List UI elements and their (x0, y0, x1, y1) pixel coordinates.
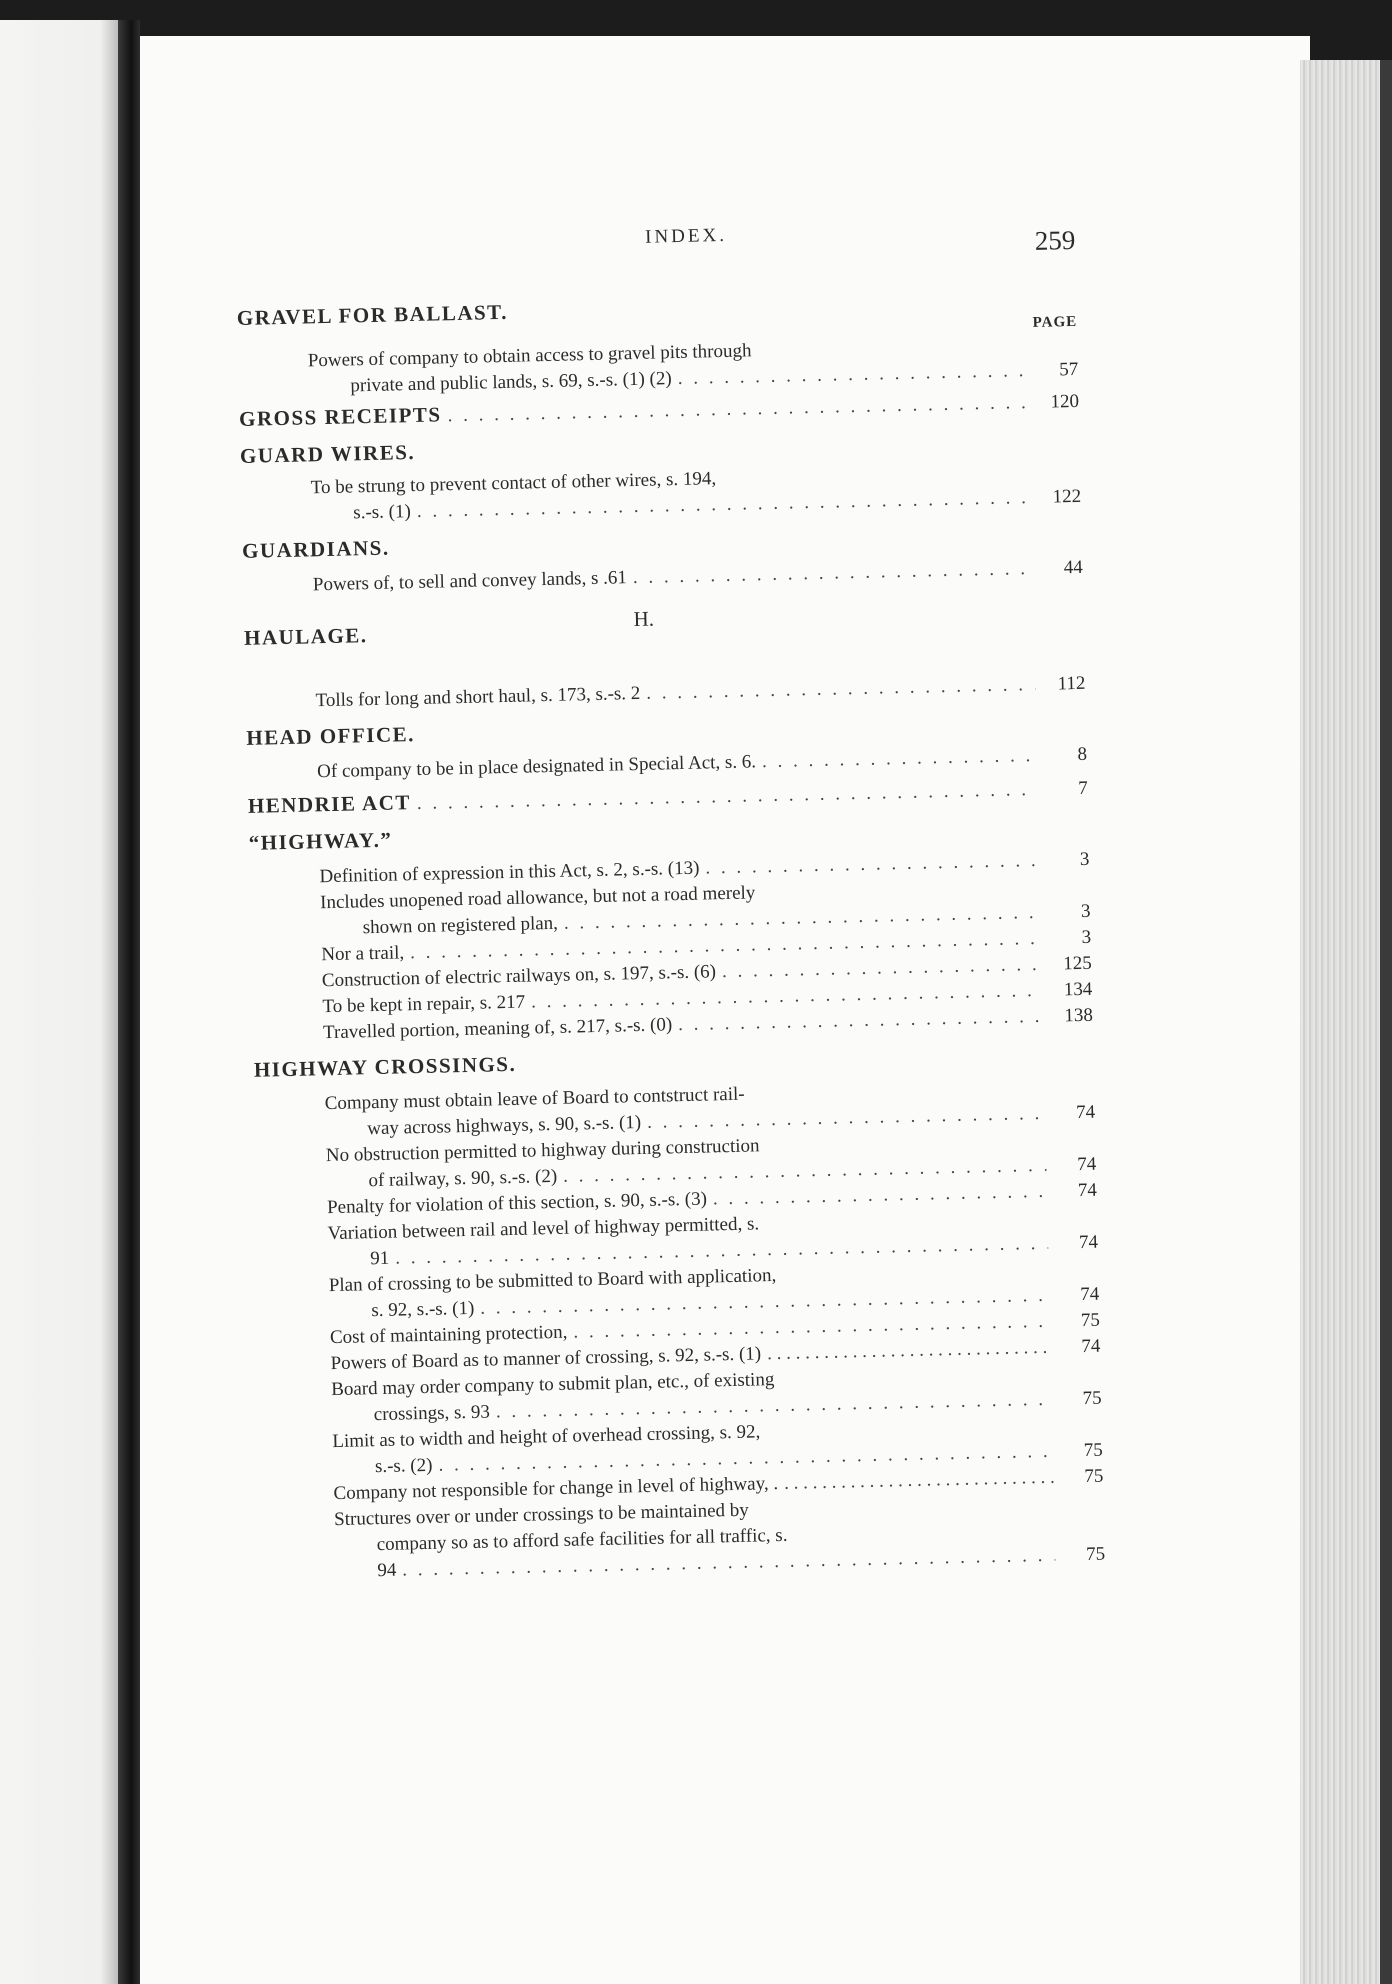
entry-text: Travelled portion, meaning of, s. 217, s.-s. (0) (322, 1014, 673, 1044)
entry-text: Construction of electric railways on, s. 197, s.-s. (6) (321, 961, 717, 992)
entry-page: 120 (1050, 390, 1080, 413)
entry-page: 74 (1075, 1101, 1096, 1124)
index-heading-guard-wires: GUARD WIRES. (239, 439, 416, 468)
index-heading-gravel: GRAVEL FOR BALLAST. (236, 299, 509, 330)
letter-section (244, 597, 1085, 680)
entry-text: Tolls for long and short haul, s. 173, s.-s. 2 (315, 682, 641, 712)
entry-page: 75 (1085, 1543, 1106, 1566)
index-heading-guardians: GUARDIANS. (241, 535, 390, 563)
entry-text: company so as to afford safe facilities for all traffic, s. (376, 1524, 788, 1556)
section-letter: H. (633, 606, 655, 632)
entry-text: Cost of maintaining protection, (329, 1321, 568, 1349)
book-gutter (118, 20, 140, 1984)
entry-text: of railway, s. 90, s.-s. (2) (368, 1165, 558, 1192)
entry-page: 74 (1077, 1153, 1097, 1176)
entry-text: s. 92, s.-s. (1) (371, 1297, 475, 1322)
entry-text: Definition of expression in this Act, s. 2, s.-s. (13) (319, 857, 700, 888)
entry-text: Limit as to width and height of overhead crossing, s. 92, (332, 1421, 761, 1453)
leader-dots (447, 390, 1029, 429)
index-page (140, 36, 1310, 1984)
entry-text: Company must obtain leave of Board to contstruct rail- (324, 1083, 745, 1115)
entry-page: 3 (1080, 900, 1091, 922)
entry-text: 94 (377, 1559, 397, 1582)
index-heading-haulage: HAULAGE. (243, 623, 368, 650)
entry-page: 75 (1082, 1387, 1102, 1410)
leader-dots (417, 777, 1038, 817)
entry-text: 91 (369, 1247, 390, 1270)
index-heading-highway-crossings: HIGHWAY CROSSINGS. (253, 1051, 517, 1082)
entry-text: private and public lands, s. 69, s.-s. (1) (2) (350, 368, 672, 397)
entry-text: Includes unopened road allowance, but not a road merely (319, 882, 756, 914)
entry-page: 112 (1057, 672, 1086, 695)
index-heading-highway: “HIGHWAY.” (248, 827, 393, 855)
index-heading-head-office: HEAD OFFICE. (246, 722, 416, 750)
entry-page: 75 (1084, 1465, 1104, 1488)
entry-text: Company not responsible for change in level of highway, . (333, 1473, 779, 1505)
entry-page: 125 (1062, 952, 1092, 975)
leader-dots (762, 743, 1038, 775)
entry-text: Nor a trail, (321, 942, 405, 966)
entry-page: 74 (1078, 1231, 1099, 1254)
leader-dots (646, 672, 1036, 707)
entry-page: 74 (1077, 1179, 1098, 1202)
index-content (235, 217, 1105, 1587)
running-head (235, 217, 1076, 296)
entry-text: To be strung to prevent contact of other wires, s. 194, (310, 468, 717, 499)
entry-page: 3 (1081, 926, 1092, 948)
entry-page: 138 (1064, 1004, 1094, 1027)
entry-page: 57 (1059, 358, 1079, 381)
entry-text: s.-s. (1) (353, 501, 412, 524)
entry-page: 3 (1079, 848, 1090, 870)
entry-text: Structures over or under crossings to be maintained by (333, 1499, 750, 1531)
page-column-label: PAGE (1032, 313, 1078, 331)
entry-page: 44 (1063, 556, 1083, 579)
entry-page: 74 (1079, 1283, 1100, 1306)
entry-text: Powers of, to sell and convey lands, s .61 (312, 567, 628, 596)
left-page-edge (0, 20, 118, 1984)
page-number: 259 (1034, 224, 1076, 256)
entry-page: 74 (1081, 1335, 1101, 1358)
entry-text: Plan of crossing to be submitted to Board with application, (328, 1264, 777, 1297)
entry-text: Variation between rail and level of highway permitted, s. (327, 1213, 760, 1245)
index-entry (243, 555, 1083, 600)
entry-text: To be kept in repair, s. 217 (322, 991, 526, 1018)
entry-text: shown on registered plan, (362, 912, 559, 939)
entry-page: 122 (1052, 485, 1082, 508)
entry-page: 75 (1080, 1309, 1101, 1332)
entry-page: 8 (1077, 743, 1088, 766)
entry-text: crossings, s. 93 (373, 1401, 491, 1426)
index-heading-hendrie-act: HENDRIE ACT (247, 790, 412, 818)
index-entry-list (249, 847, 1093, 1048)
entry-text: Board may order company to submit plan, etc., of existing (330, 1369, 775, 1401)
entry-page: 75 (1083, 1439, 1104, 1462)
index-heading-gross-receipts: GROSS RECEIPTS (238, 402, 442, 431)
entry-text: Of company to be in place designated in Special Act, s. 6. (316, 751, 757, 783)
entry-text: Penalty for violation of this section, s. 90, s.-s. (3) (326, 1188, 708, 1219)
entry-text: Powers of Board as to manner of crossing, s. 92, s.-s. (1) (330, 1343, 762, 1375)
running-title: INDEX. (644, 224, 728, 248)
entry-text: s.-s. (2) (374, 1454, 433, 1478)
entry-text: way across highways, s. 90, s.-s. (1) (367, 1112, 642, 1140)
entry-text: No obstruction permitted to highway during construction (325, 1135, 760, 1167)
page-stack-edge (1300, 60, 1392, 1984)
entry-page: 134 (1063, 978, 1093, 1001)
index-entry-list (254, 1074, 1105, 1587)
index-entry (240, 458, 1081, 529)
page-stack-shadow (1380, 60, 1392, 1984)
entry-text: Powers of company to obtain access to gravel pits through (307, 340, 752, 372)
leader-dots (633, 556, 1034, 591)
entry-page: 7 (1078, 777, 1088, 800)
